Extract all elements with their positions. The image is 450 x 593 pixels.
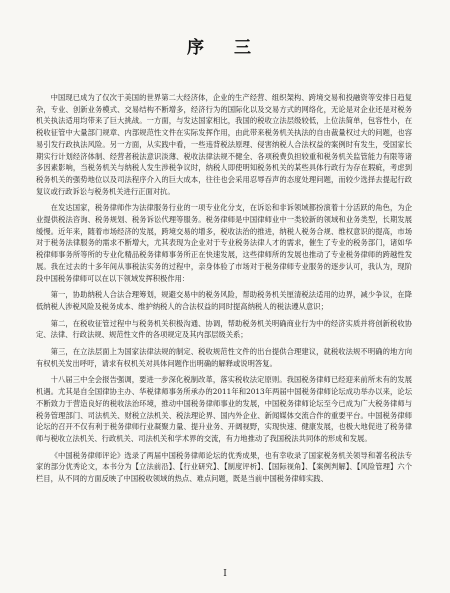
paragraph: 第三，在立法层面上为国家法律法规的制定、税收规范性文件的出台提供合理建议，就税收法规不明确的地方向有权机关发出呼吁，请求有权机关对具体问题作出明确的解释或说明答复。 [36, 347, 412, 368]
paragraph: 第一，协助纳税人合法合理筹划，规避交易中的税务风险，帮助税务机关厘清税法适用的边界，减少争议，在降低纳税人涉税风险及税务成本、维护纳税人的合法权益的同时提高纳税人的税法遵从意识； [36, 290, 412, 311]
paragraph: 在发达国家，税务律师作为法律服务行业的一项专业化分支，在诉讼和非诉领域都扮演着十分活跃的角色，为企业提供税法咨询、税务规划、税务诉讼代理等服务。税务律师是中国律师业中一类较新的领域和业务类型，长期发展缓慢。近年来，随着市场经济的发展，跨境交易的增多，税收法治的推进，纳税人税务合规、维权意识的提高，市场对于税务法律服务的需求不断增大，尤其表现为企业对于专业税务法律人才的需求，催生了专业的税务部门，诸如华税律师事务所等所的专业化精品税务律师事务所正在快速发展，这些律师所的发展也推动了专业税务律师的跨越性发展。我在过去的十多年间从事税法实务的过程中，亲身体验了市场对于税务律师专业服务的逐步认可，我认为，现阶段中国税务律师可以在以下领域发挥积极作用： [36, 203, 412, 283]
body-text [36, 92, 412, 490]
page-title: 序 三 [187, 38, 263, 58]
paragraph: 第二，在税收征管过程中与税务机关积极沟通、协调，帮助税务机关明确商业行为中的经济实质并将创新税收协定、法律、行政法规、规范性文件的各项规定及其内部层级关系； [36, 318, 412, 340]
paragraph: 十八届三中全会报告强调，要进一步深化税制改革，落实税收法定原则。我国税务律师已经迎来前所未有的发展机遇。尤其是自全国律协主办、华税律师事务所承办的2011年和2013年两届中国税务律师论坛成功举办以来，论坛不断致力于营造良好的税收法治环境，推动中国税务律师事业的发展，中国税务律师论坛至今已成为广大税务律师与税务管理部门、司法机关、财税立法机关、税法理论界、国内外企业、新闻媒体交流合作的重要平台。中国税务律师论坛的召开不仅有利于税务律师行业凝聚力量、提升业务、开阔视野，实现快速、健康发展，也极大地促进了税务律师与税收立法机关、行政机关、司法机关和学术界的交流，有力地推动了我国税法共同体的形成和发展。 [36, 375, 412, 443]
page-number: I [223, 569, 227, 579]
paragraph: 《中国税务律师评论》选录了两届中国税务律师论坛的优秀成果，也有幸收录了国家税务机关领导和著名税法专家的部分优秀论文，本书分为【立法前沿】、【行业研究】、【制度评析】、【国际视角】、【案例判解】、【风险管理】六个栏目，从不同的方面反映了中国税收领域的热点、难点问题，既是当前中国税务律师实践、 [36, 450, 412, 484]
paragraph: 中国现已成为了仅次于美国的世界第二大经济体，企业的生产经营、组织架构、跨境交易和投融资等安排日趋复杂，专业、创新业务模式、交易结构不断增多，经济行为的国际化以及交易方式的网络化，无论是对企业还是对税务机关执法适用均带来了巨大挑战。一方面，与发达国家相比，我国的税收立法层级较低，上位法简单，包容性小，在税收征管中大量部门规章、内部规范性文件在实际发挥作用，由此带来税务机关执法的自由裁量权过大的问题，也容易引发行政执法风险。另一方面，从实践中看，一些违背税法原理、侵害纳税人合法权益的案例时有发生，受国家长期实行计划经济体制、经营者税法意识淡薄、税收法律法规不健全、各项税费负担较重和税务机关监管能力有限等诸多因素影响，当税务机关与纳税人发生涉税争议时，纳税人即使明知税务机关的某些具体行政行为存在瑕疵，考虑到税务机关的强势地位以及司法程序介入的巨大成本，往往也会采用忍辱吞声的态度处理问题，而较少选择去提起行政复议或行政诉讼与税务机关进行正面对抗。 [36, 93, 412, 196]
